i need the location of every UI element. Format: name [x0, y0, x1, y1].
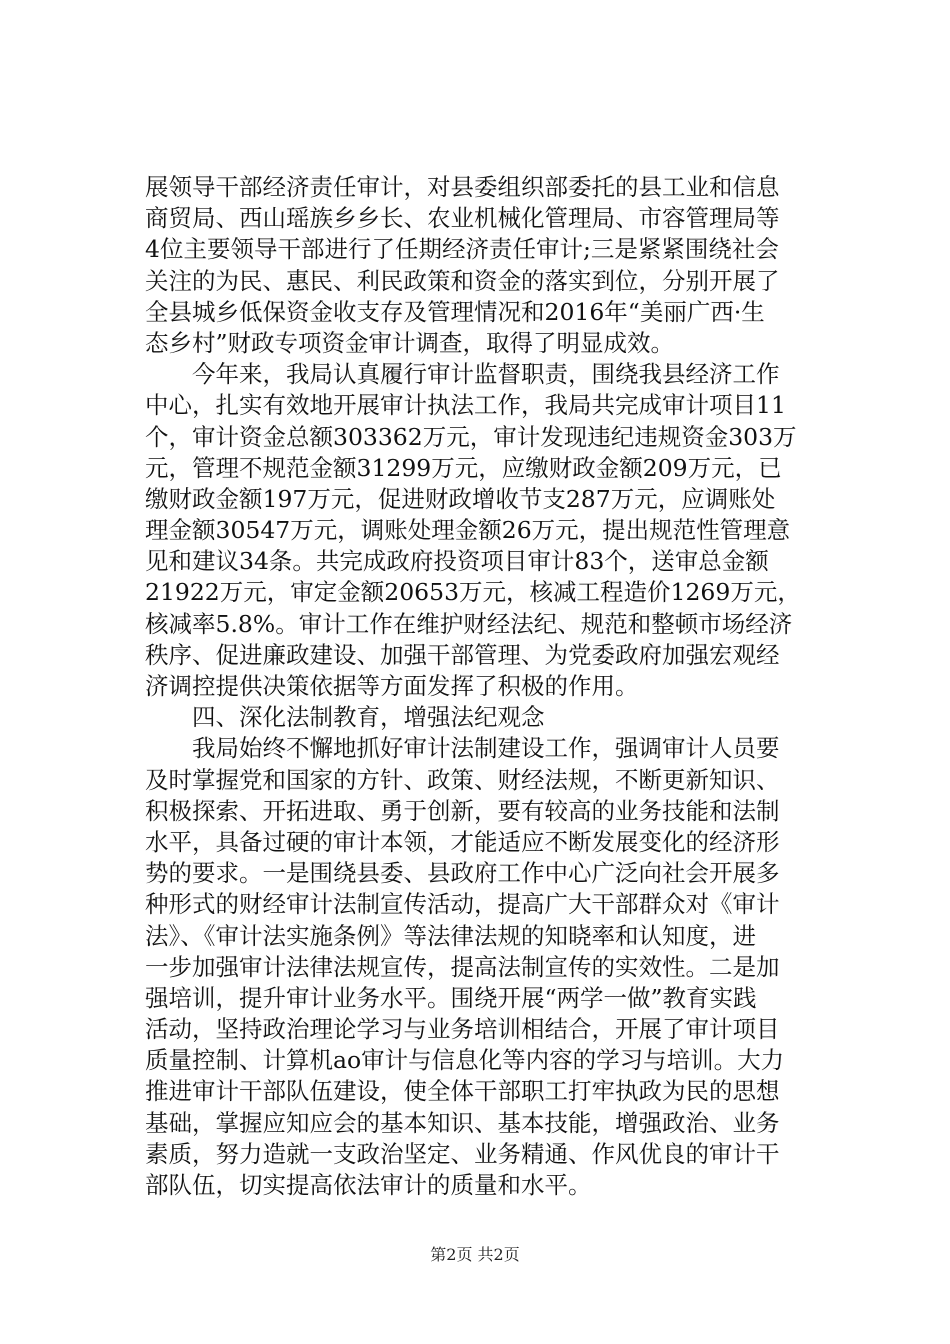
page-footer: 第2页 共2页	[430, 1245, 520, 1264]
text-line: 及时掌握党和国家的方针、政策、财经法规，不断更新知识、	[145, 765, 780, 794]
paragraph-first-line: 四、深化法制教育，增强法纪观念	[192, 703, 545, 732]
text-line: 基础，掌握应知应会的基本知识、基本技能，增强政治、业务	[145, 1108, 780, 1137]
text-line: 强培训，提升审计业务水平。围绕开展“两学一做”教育实践	[145, 983, 757, 1012]
text-line: 21922万元，审定金额20653万元，核减工程造价1269万元，	[145, 578, 801, 607]
text-line: 部队伍，切实提高依法审计的质量和水平。	[145, 1171, 592, 1199]
text-line: 关注的为民、惠民、利民政策和资金的落实到位，分别开展了	[145, 266, 780, 295]
text-line: 理金额30547万元，调账处理金额26万元，提出规范性管理意	[145, 516, 791, 545]
text-line: 水平，具备过硬的审计本领，才能适应不断发展变化的经济形	[145, 827, 780, 856]
text-line: 秩序、促进廉政建设、加强干部管理、为党委政府加强宏观经	[145, 640, 780, 669]
text-line: 态乡村”财政专项资金审计调查，取得了明显成效。	[145, 328, 675, 357]
text-line: 质量控制、计算机ao审计与信息化等内容的学习与培训。大力	[145, 1046, 785, 1075]
text-line: 种形式的财经审计法制宣传活动，提高广大干部群众对《审计	[145, 890, 780, 919]
text-line: 元，管理不规范金额31299万元，应缴财政金额209万元，已	[145, 453, 782, 482]
paragraph-first-line: 今年来，我局认真履行审计监督职责，围绕我县经济工作	[192, 360, 780, 389]
text-line: 见和建议34条。共完成政府投资项目审计83个，送审总金额	[145, 547, 769, 576]
text-line: 全县城乡低保资金收支存及管理情况和2016年“美丽广西·生	[145, 297, 765, 326]
text-line: 推进审计干部队伍建设，使全体干部职工打牢执政为民的思想	[145, 1077, 780, 1106]
text-line: 中心，扎实有效地开展审计执法工作，我局共完成审计项目11	[145, 391, 786, 420]
text-line: 素质，努力造就一支政治坚定、业务精通、作风优良的审计干	[145, 1139, 780, 1168]
text-line: 核减率5.8%。审计工作在维护财经法纪、规范和整顿市场经济	[145, 609, 793, 638]
text-line: 个，审计资金总额303362万元，审计发现违纪违规资金303万	[145, 422, 797, 451]
text-line: 积极探索、开拓进取、勇于创新，要有较高的业务技能和法制	[145, 796, 780, 825]
document-body	[145, 172, 813, 1201]
text-line: 一步加强审计法律法规宣传，提高法制宣传的实效性。二是加	[145, 952, 780, 981]
text-line: 活动，坚持政治理论学习与业务培训相结合，开展了审计项目	[145, 1015, 780, 1044]
text-line: 势的要求。一是围绕县委、县政府工作中心广泛向社会开展多	[145, 859, 780, 888]
text-line: 4位主要领导干部进行了任期经济责任审计;三是紧紧围绕社会	[145, 235, 779, 264]
text-line: 法》、《审计法实施条例》等法律法规的知晓率和认知度，进	[145, 921, 756, 950]
text-line: 济调控提供决策依据等方面发挥了积极的作用。	[145, 672, 639, 700]
text-line: 缴财政金额197万元，促进财政增收节支287万元，应调账处	[145, 484, 776, 513]
paragraph-first-line: 我局始终不懈地抓好审计法制建设工作，强调审计人员要	[192, 734, 780, 763]
text-line: 展领导干部经济责任审计，对县委组织部委托的县工业和信息	[145, 173, 780, 201]
text-line: 商贸局、西山瑶族乡乡长、农业机械化管理局、市容管理局等	[145, 204, 780, 233]
